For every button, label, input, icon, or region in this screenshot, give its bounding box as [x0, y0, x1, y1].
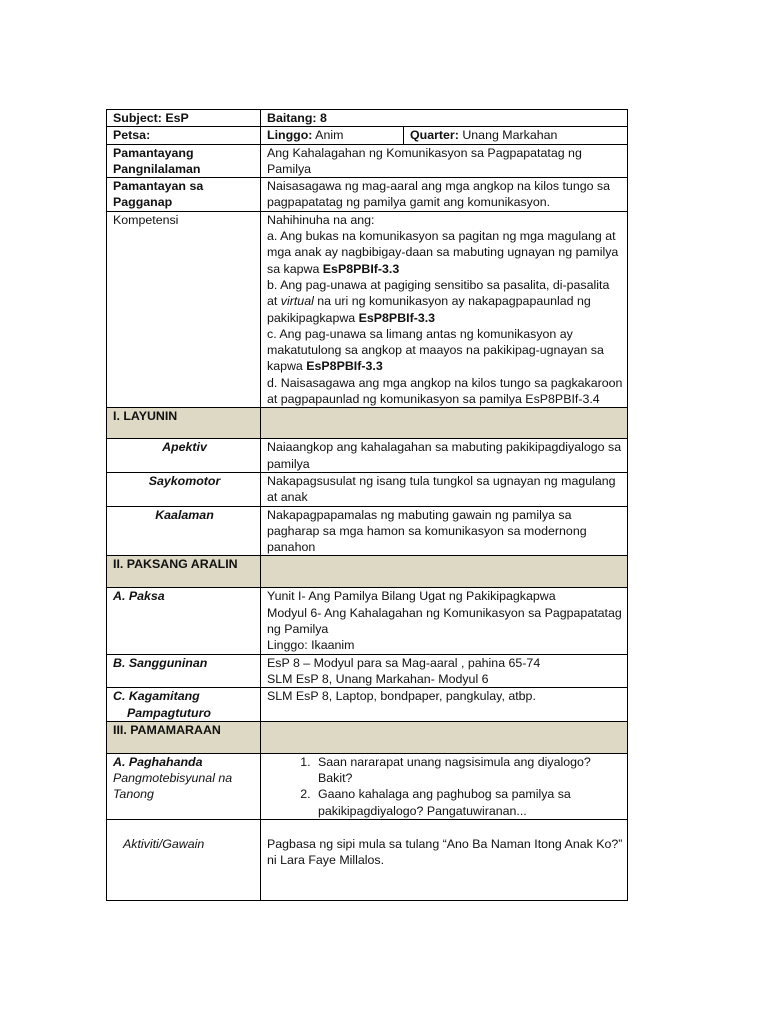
- row-pamantayan-sa-pagganap: [107, 178, 628, 212]
- apektiv-text: Naiaangkop ang kahalagahan sa mabuting pakikipagdiyalogo sa pamilya: [261, 439, 628, 473]
- subject-cell: Subject: EsP: [107, 110, 261, 127]
- kompetensi-item-c: [267, 326, 623, 375]
- paghahanda-label: [107, 753, 261, 819]
- item-text: a. Ang bukas na komunikasyon sa pagitan ng mga magulang at mga anak ay nagbibigay-daan sa mabuting ugnayan ng pamilya sa kapwa: [267, 229, 619, 276]
- row-saykomotor: [107, 472, 628, 506]
- kompetensi-item-b: [267, 277, 623, 326]
- paghahanda-title: A. Paghahanda: [113, 754, 203, 769]
- paghahanda-subtitle: Pangmotebisyunal na Tanong: [113, 771, 233, 802]
- item-text: c. Ang pag-unawa sa limang antas ng komunikasyon ay makatutulong sa angkop at maayos na pakikipag-ugnayan sa kapwa: [267, 326, 604, 374]
- kaalaman-label: Kaalaman: [107, 506, 261, 556]
- sanggunian-text: [261, 654, 628, 688]
- linggo-value: Anim: [312, 128, 344, 143]
- linggo-cell: [261, 127, 404, 144]
- pamamaraan-heading: III. PAMAMARAAN: [107, 721, 261, 753]
- competency-code: EsP8PBIf-3.3: [306, 359, 383, 374]
- aktiviti-label: Aktiviti/Gawain: [107, 819, 261, 900]
- saykomotor-label: Saykomotor: [107, 472, 261, 506]
- label-line: Pagganap: [113, 195, 173, 210]
- paksa-line: Linggo: Ikaanim: [267, 638, 355, 653]
- item-text: na uri ng komunikasyon ay nakapagpapaunlad ng pakikipagkapwa: [267, 294, 591, 325]
- competency-code: EsP8PBIf-3.3: [322, 261, 400, 276]
- row-paksa: [107, 588, 628, 654]
- baitang-cell: Baitang: 8: [261, 110, 628, 127]
- label-line: Pangnilalaman: [113, 161, 201, 176]
- header-row-petsa: [107, 127, 628, 144]
- row-kagamitan: [107, 688, 628, 722]
- pamamaraan-heading-empty: [261, 721, 628, 753]
- label-line: Pampagtuturo: [127, 705, 211, 720]
- row-apektiv: [107, 439, 628, 473]
- paksa-label: A. Paksa: [107, 588, 261, 654]
- label-line: Pamantayan sa: [113, 179, 204, 194]
- paksa-text: [261, 588, 628, 654]
- paksang-aralin-heading-empty: [261, 556, 628, 588]
- paksang-aralin-heading: II. PAKSANG ARALIN: [107, 556, 261, 588]
- kompetensi-text: [261, 211, 628, 408]
- sanggunian-line: SLM EsP 8, Unang Markahan- Modyul 6: [267, 671, 489, 686]
- pamantayang-pangnilalaman-text: Ang Kahalagahan ng Komunikasyon sa Pagpapatatag ng Pamilya: [261, 144, 628, 178]
- paghahanda-questions: [261, 753, 628, 819]
- kagamitan-text: SLM EsP 8, Laptop, bondpaper, pangkulay, atbp.: [261, 688, 628, 722]
- pamantayan-sa-pagganap-label: [107, 178, 261, 212]
- row-kaalaman: [107, 506, 628, 556]
- sanggunian-label: B. Sangguninan: [107, 654, 261, 688]
- apektiv-label: Apektiv: [107, 439, 261, 473]
- question-item: 2. Gaano kahalaga ang paghubog sa pamilya sa pakikipagdiyalogo? Pangatuwiranan...: [314, 786, 623, 819]
- row-paghahanda: [107, 753, 628, 819]
- label-line: Pamantayang: [113, 145, 194, 160]
- row-sanggunian: [107, 654, 628, 688]
- kagamitan-label: [107, 688, 261, 722]
- row-aktiviti: [107, 819, 628, 900]
- lesson-plan-table: [106, 109, 628, 901]
- aktiviti-text: Pagbasa ng sipi mula sa tulang “Ano Ba Naman Itong Anak Ko?” ni Lara Faye Millalos.: [261, 819, 628, 900]
- quarter-value: Unang Markahan: [458, 128, 558, 143]
- kompetensi-intro: Nahihinuha na ang:: [267, 212, 375, 227]
- quarter-cell: [404, 127, 628, 144]
- saykomotor-text: Nakapagsusulat ng isang tula tungkol sa ugnayan ng magulang at anak: [261, 472, 628, 506]
- question-list: [267, 754, 623, 819]
- layunin-heading: I. LAYUNIN: [107, 408, 261, 439]
- pamantayan-sa-pagganap-text: Naisasagawa ng mag-aaral ang mga angkop na kilos tungo sa pagpapatatag ng pamilya gamit ang komunikasyon.: [261, 178, 628, 212]
- label-line: C. Kagamitang: [113, 689, 200, 704]
- row-pamantayang-pangnilalaman: [107, 144, 628, 178]
- kaalaman-text: Nakapagpapamalas ng mabuting gawain ng pamilya sa pagharap sa mga hamon sa komunikasyon sa modernong panahon: [261, 506, 628, 556]
- layunin-heading-empty: [261, 408, 628, 439]
- kompetensi-item-a: [267, 228, 623, 277]
- row-paksang-aralin-heading: [107, 556, 628, 588]
- question-item: 1. Saan nararapat unang nagsisimula ang diyalogo? Bakit?: [314, 754, 623, 787]
- sanggunian-line: EsP 8 – Modyul para sa Mag-aaral , pahina 65-74: [267, 655, 541, 670]
- pamantayang-pangnilalaman-label: [107, 144, 261, 178]
- row-layunin-heading: [107, 408, 628, 439]
- competency-code: EsP8PBIf-3.3: [358, 310, 436, 325]
- paksa-line: Yunit I- Ang Pamilya Bilang Ugat ng Pakikipagkapwa: [267, 589, 556, 604]
- linggo-label: Linggo:: [267, 128, 313, 143]
- item-text: b. Ang pag-unawa at pagiging sensitibo sa pasalita, di-pasalita at: [267, 277, 610, 309]
- item-text-italic: virtual: [280, 294, 314, 309]
- kompetensi-item-d: d. Naisasagawa ang mga angkop na kilos tungo sa pagkakaroon at pagpapaunlad ng komunikasyon sa pamilya EsP8PBIf-3.4: [267, 375, 623, 407]
- header-row-subject: [107, 110, 628, 127]
- kompetensi-label: Kompetensi: [107, 211, 261, 408]
- quarter-label: Quarter:: [410, 128, 459, 143]
- petsa-cell: Petsa:: [107, 127, 261, 144]
- paksa-line: Modyul 6- Ang Kahalagahan ng Komunikasyon sa Pagpapatatag ng Pamilya: [267, 605, 622, 637]
- row-kompetensi: [107, 211, 628, 408]
- row-pamamaraan-heading: [107, 721, 628, 753]
